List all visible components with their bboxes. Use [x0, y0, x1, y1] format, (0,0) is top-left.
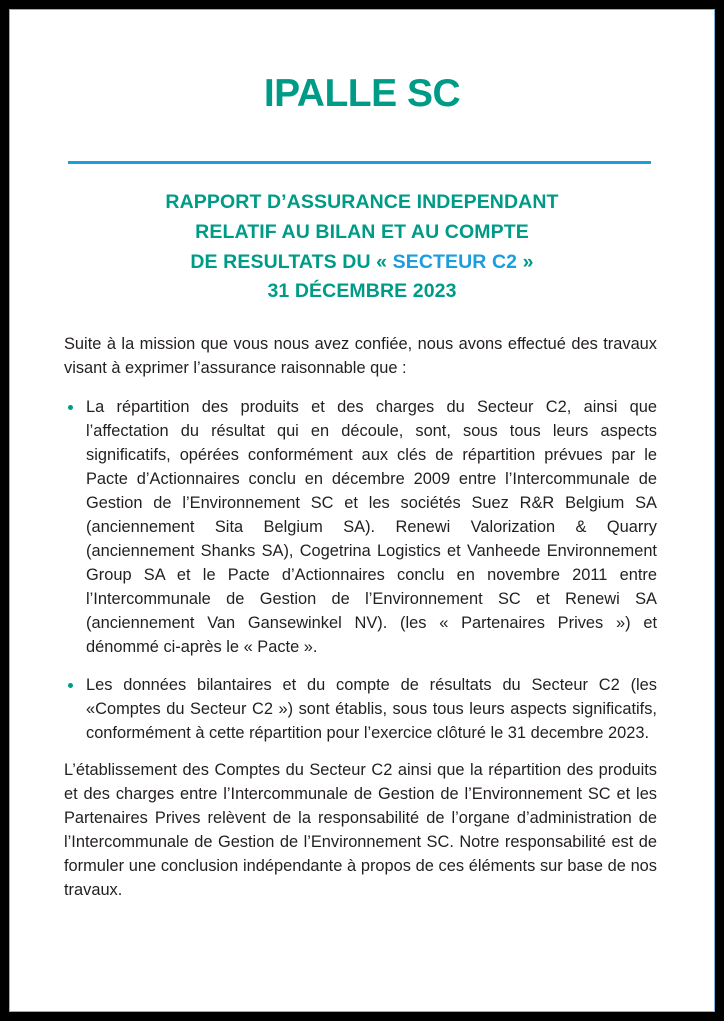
- document-body: [10, 333, 714, 903]
- subtitle-line-3-suffix: »: [517, 250, 534, 273]
- closing-paragraph: L’établissement des Comptes du Secteur C2 ainsi que la répartition des produits et des charges entre l’Intercommunale de Gestion de l’Environnement SC et les Partenaires Prives relèvent de la responsabilité de l’organe d’administration de l’Intercommunale de Gestion de l’Environnement SC. Notre responsabilité est de formuler une conclusion indépendante à propos de ces éléments sur base de nos travaux.: [64, 761, 657, 900]
- subtitle-sector-highlight: SECTEUR C2: [392, 250, 518, 273]
- list-item: [64, 396, 657, 659]
- list-item: [64, 674, 657, 746]
- subtitle-line-3-prefix: DE RESULTATS DU «: [190, 250, 393, 273]
- list-item-text: Les données bilantaires et du compte de résultats du Secteur C2 (les «Comptes du Secteur C2 ») sont établis, sous tous leurs aspects significatifs, conformément à cette répartition pour l’exercice clôturé le 31 decembre 2023.: [86, 675, 657, 742]
- title-divider: [68, 161, 651, 164]
- document-subtitle: [10, 188, 714, 307]
- intro-paragraph: Suite à la mission que vous nous avez confiée, nous avons effectué des travaux visant à exprimer l’assurance raisonnable que :: [64, 335, 657, 378]
- subtitle-line-2: RELATIF AU BILAN ET AU COMPTE: [195, 220, 529, 243]
- bullet-dot-icon: [68, 683, 73, 688]
- assurance-bullet-list: [64, 396, 657, 745]
- subtitle-line-3: [10, 248, 714, 278]
- list-item-text: La répartition des produits et des charges du Secteur C2, ainsi que l’affectation du résultat qui en découle, sont, sous tous leurs aspects significatifs, opérées conformément aux clés de répartition prévues par le Pacte d’Actionnaires conclu en décembre 2009 entre l’Intercommunale de Gestion de l’Environnement SC et les sociétés Suez R&R Belgium SA (anciennement Sita Belgium SA). Renewi Valorization & Quarry (anciennement Shanks SA), Cogetrina Logistics et Vanheede Environnement Group SA et le Pacte d’Actionnaires conclu en novembre 2011 entre l’Intercommunale de Gestion de l’Environnement SC et Renewi SA (anciennement Van Gansewinkel NV). (les « Partenaires Prives ») et dénommé ci-après le « Pacte ».: [86, 398, 657, 656]
- subtitle-line-1: RAPPORT D’ASSURANCE INDEPENDANT: [165, 190, 559, 213]
- bullet-dot-icon: [68, 405, 73, 410]
- subtitle-line-4: 31 DÉCEMBRE 2023: [267, 280, 457, 303]
- page-title: IPALLE SC: [263, 72, 461, 115]
- document-page: [9, 9, 715, 1012]
